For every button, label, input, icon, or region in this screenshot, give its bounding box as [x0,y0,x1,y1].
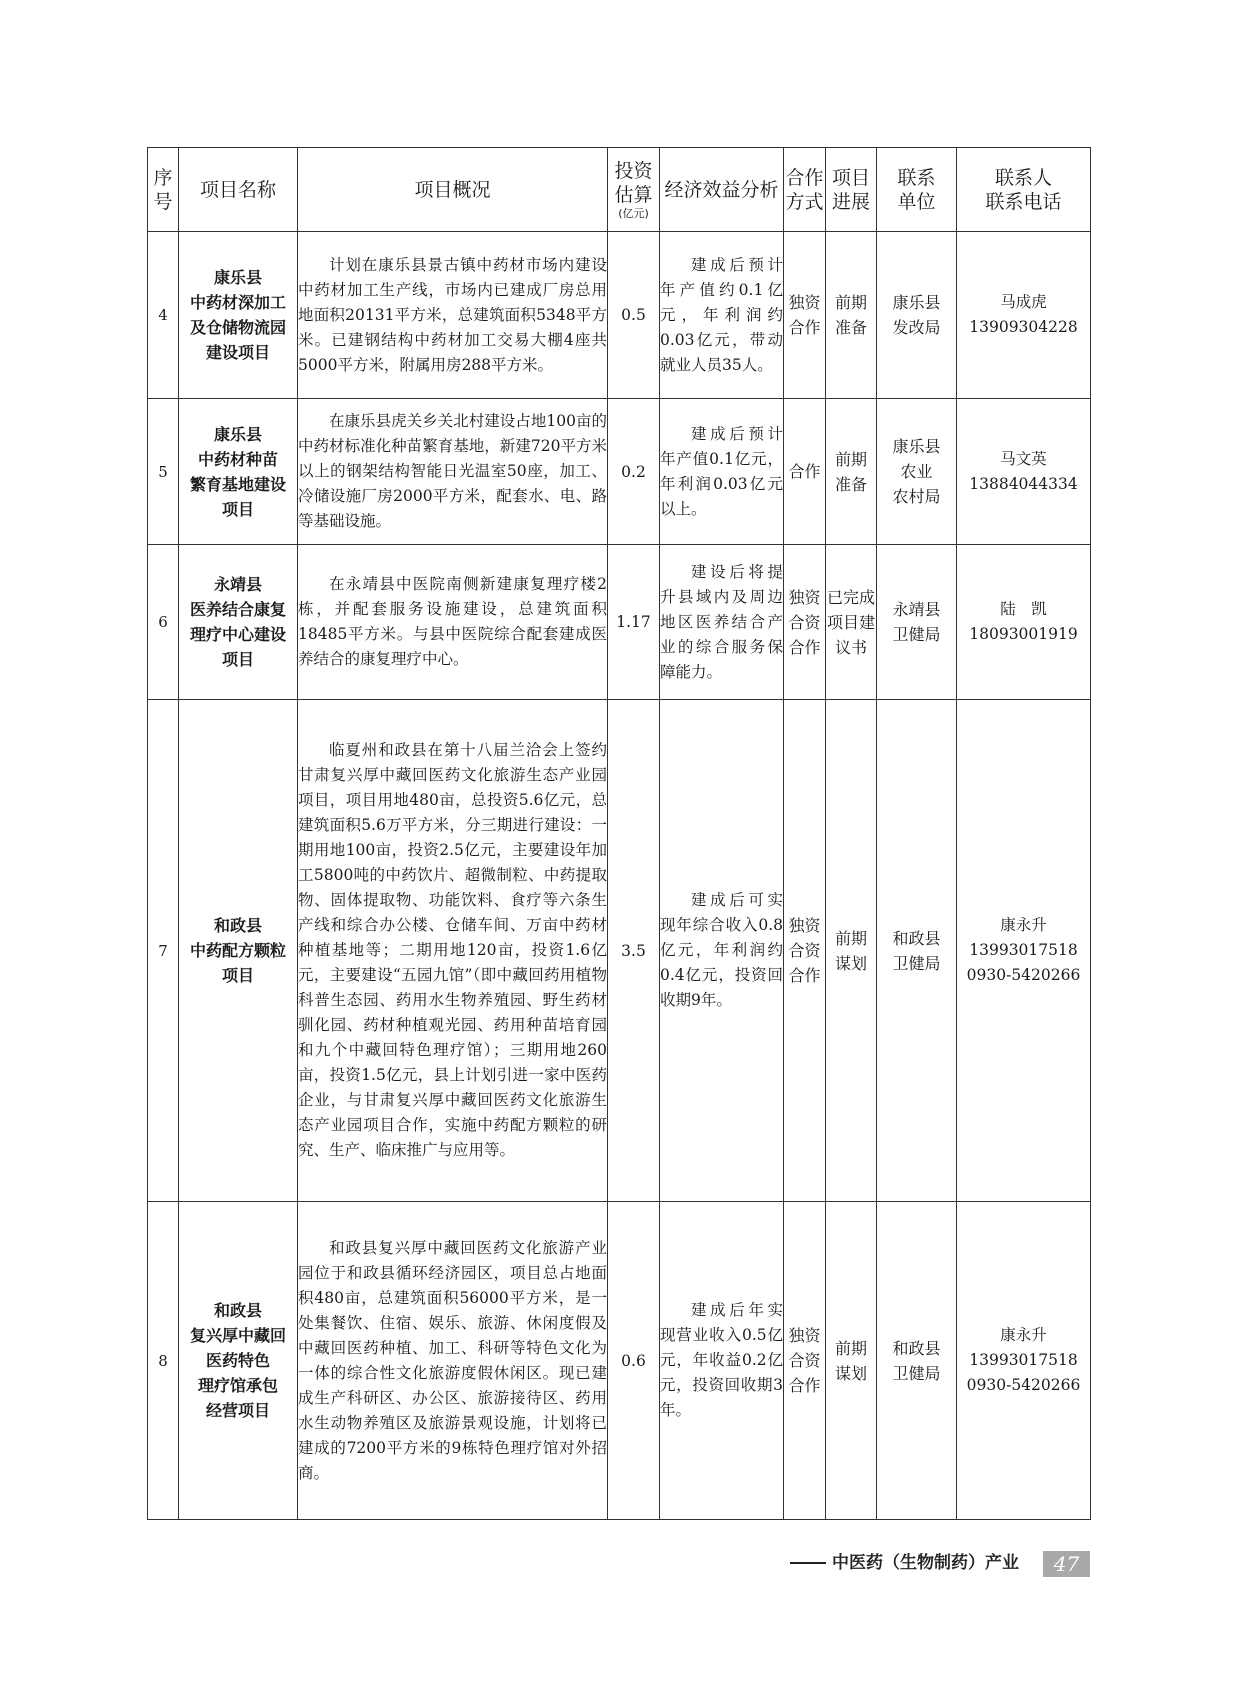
row-progress: 前期 准备 [826,399,877,545]
row-cooperation: 独资 合资 合作 [784,700,826,1202]
row-unit: 和政县 卫健局 [877,700,957,1202]
table-row [148,545,1091,700]
header-economic: 经济效益分析 [660,148,784,232]
row-overview: 计划在康乐县景古镇中药材市场内建设中药材加工生产线，市场内已建成厂房总用地面积20131平方米，总建筑面积5348平方米。已建钢结构中药材加工交易大棚4座共5000平方米，附属用房288平方米。 [298,232,608,399]
row-unit: 和政县 卫健局 [877,1202,957,1520]
row-investment: 0.2 [608,399,660,545]
row-overview: 在永靖县中医院南侧新建康复理疗楼2栋，并配套服务设施建设，总建筑面积18485平方米。与县中医院综合配套建成医养结合的康复理疗中心。 [298,545,608,700]
row-name: 康乐县 中药材种苗 繁育基地建设 项目 [179,399,298,545]
row-economic: 建设后将提升县域内及周边地区医养结合产业的综合服务保障能力。 [660,545,784,700]
row-cooperation: 独资 合资 合作 [784,545,826,700]
row-overview: 在康乐县虎关乡关北村建设占地100亩的中药材标准化种苗繁育基地，新建720平方米以上的钢架结构智能日光温室50座，加工、冷储设施厂房2000平方米，配套水、电、路等基础设施。 [298,399,608,545]
header-overview: 项目概况 [298,148,608,232]
row-cooperation: 独资 合资 合作 [784,1202,826,1520]
row-overview: 和政县复兴厚中藏回医药文化旅游产业园位于和政县循环经济园区，项目总占地面积480亩，总建筑面积56000平方米，是一处集餐饮、住宿、娱乐、旅游、休闲度假及中藏回医药种植、加工、科研等特色文化为一体的综合性文化旅游度假休闲区。现已建成生产科研区、办公区、旅游接待区、药用水生动物养殖区及旅游景观设施，计划将已建成的7200平方米的9栋特色理疗馆对外招商。 [298,1202,608,1520]
row-economic: 建成后可实现年综合收入0.8亿元，年利润约0.4亿元，投资回收期9年。 [660,700,784,1202]
row-progress: 前期 谋划 [826,1202,877,1520]
row-cooperation: 合作 [784,399,826,545]
row-seq: 5 [148,399,179,545]
header-contact: 联系人 联系电话 [957,148,1091,232]
row-seq: 7 [148,700,179,1202]
table-row [148,399,1091,545]
row-progress: 已完成 项目建 议书 [826,545,877,700]
row-name: 和政县 中药配方颗粒 项目 [179,700,298,1202]
page-footer [790,1550,1090,1576]
row-contact: 康永升 13993017518 0930-5420266 [957,700,1091,1202]
table-row [148,232,1091,399]
project-table [147,147,1091,1520]
row-contact: 康永升 13993017518 0930-5420266 [957,1202,1091,1520]
row-seq: 6 [148,545,179,700]
row-investment: 0.5 [608,232,660,399]
row-contact: 马文英 13884044334 [957,399,1091,545]
row-contact: 陆 凯 18093001919 [957,545,1091,700]
row-unit: 康乐县 农业 农村局 [877,399,957,545]
header-unit: 联系 单位 [877,148,957,232]
row-name: 和政县 复兴厚中藏回 医药特色 理疗馆承包 经营项目 [179,1202,298,1520]
table-row [148,1202,1091,1520]
row-seq: 8 [148,1202,179,1520]
row-unit: 永靖县 卫健局 [877,545,957,700]
row-economic: 建成后预计年产值0.1亿元，年利润0.03亿元以上。 [660,399,784,545]
row-name: 永靖县 医养结合康复 理疗中心建设 项目 [179,545,298,700]
row-investment: 3.5 [608,700,660,1202]
row-overview: 临夏州和政县在第十八届兰洽会上签约甘肃复兴厚中藏回医药文化旅游生态产业园项目，项目用地480亩，总投资5.6亿元，总建筑面积5.6万平方米，分三期进行建设：一期用地100亩，投资2.5亿元，主要建设年加工5800吨的中药饮片、超微制粒、中药提取物、固体提取物、功能饮料、食疗等六条生产线和综合办公楼、仓储车间、万亩中药材种植基地等；二期用地120亩，投资1.6亿元，主要建设“五园九馆”（即中藏回药用植物科普生态园、药用水生物养殖园、野生药材驯化园、药材种植观光园、药用种苗培育园和九个中藏回特色理疗馆）；三期用地260亩，投资1.5亿元，县上计划引进一家中医药企业，与甘肃复兴厚中藏回医药文化旅游生态产业园项目合作，实施中药配方颗粒的研究、生产、临床推广与应用等。 [298,700,608,1202]
row-name: 康乐县 中药材深加工 及仓储物流园 建设项目 [179,232,298,399]
header-seq: 序 号 [148,148,179,232]
row-economic: 建成后年实现营业收入0.5亿元，年收益0.2亿元，投资回收期3年。 [660,1202,784,1520]
table-header-row [148,148,1091,232]
footer-section-title: 中医药（生物制药）产业 [832,1553,1019,1573]
table-row [148,700,1091,1202]
row-economic: 建成后预计年产值约0.1亿元，年利润约0.03亿元，带动就业人员35人。 [660,232,784,399]
header-investment: 投资 估算 (亿元) [608,148,660,232]
page-number: 47 [1043,1551,1090,1577]
footer-dash [790,1562,826,1564]
row-progress: 前期 准备 [826,232,877,399]
row-seq: 4 [148,232,179,399]
header-name: 项目名称 [179,148,298,232]
row-cooperation: 独资 合作 [784,232,826,399]
row-investment: 0.6 [608,1202,660,1520]
header-progress: 项目 进展 [826,148,877,232]
header-cooperation: 合作 方式 [784,148,826,232]
row-investment: 1.17 [608,545,660,700]
row-contact: 马成虎 13909304228 [957,232,1091,399]
row-progress: 前期 谋划 [826,700,877,1202]
row-unit: 康乐县 发改局 [877,232,957,399]
